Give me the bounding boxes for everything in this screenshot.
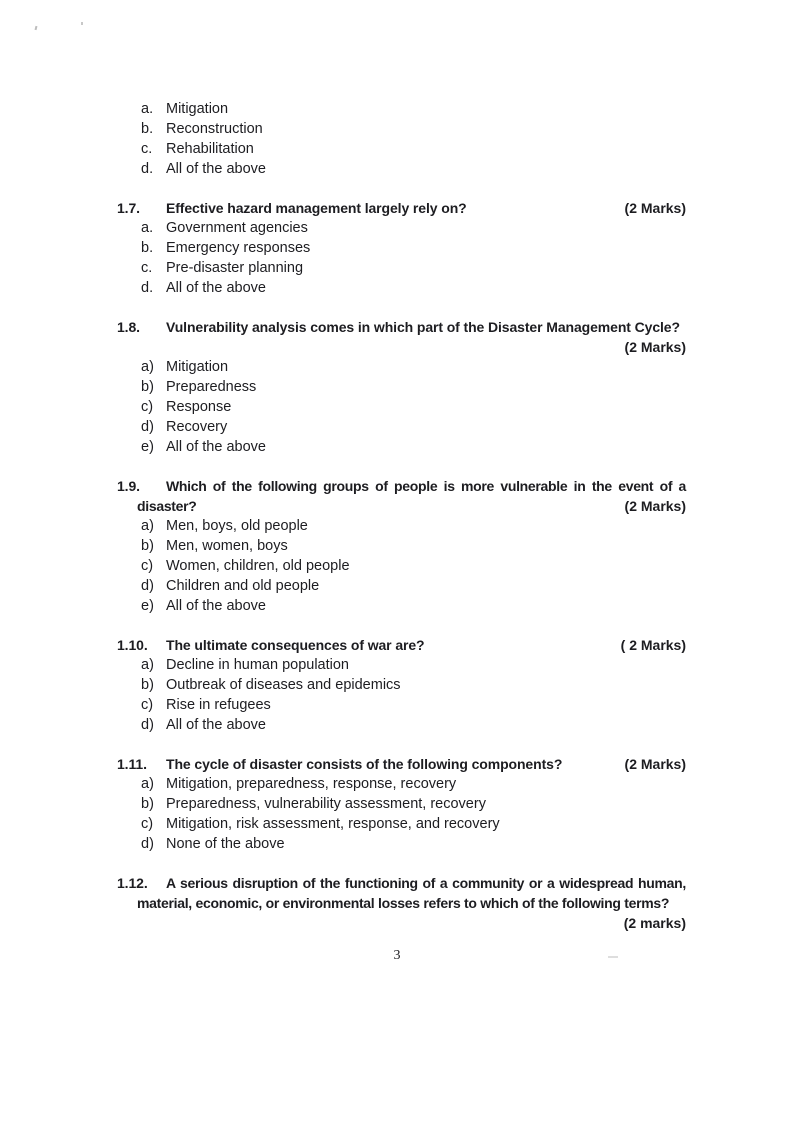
question-block bbox=[117, 635, 686, 735]
option-list bbox=[117, 357, 686, 457]
option-letter: a) bbox=[141, 776, 154, 792]
option-letter: a) bbox=[141, 359, 154, 375]
option-row bbox=[117, 99, 686, 119]
option-letter: e) bbox=[141, 598, 154, 614]
option-row bbox=[117, 417, 686, 437]
option-text: Government agencies bbox=[166, 220, 308, 236]
question-number: 1.12. bbox=[117, 875, 148, 891]
option-text: Response bbox=[166, 399, 232, 415]
question-header bbox=[117, 317, 686, 337]
option-text: Men, women, boys bbox=[166, 538, 288, 554]
question-list bbox=[117, 198, 686, 933]
option-row bbox=[117, 675, 686, 695]
option-list bbox=[117, 218, 686, 298]
option-text: Emergency responses bbox=[166, 240, 311, 256]
option-letter: b. bbox=[141, 240, 154, 256]
option-row bbox=[117, 218, 686, 238]
question-header bbox=[117, 754, 686, 774]
question-marks: (2 marks) bbox=[623, 915, 686, 931]
option-row bbox=[117, 774, 686, 794]
scan-speck bbox=[81, 22, 83, 25]
question-text: Effective hazard management largely rely on? bbox=[166, 200, 467, 216]
option-list bbox=[117, 516, 686, 616]
option-letter: c) bbox=[141, 816, 154, 832]
question-number: 1.7. bbox=[117, 200, 140, 216]
option-list bbox=[117, 774, 686, 854]
option-row bbox=[117, 655, 686, 675]
option-text: None of the above bbox=[166, 836, 285, 852]
option-letter: d) bbox=[141, 836, 154, 852]
option-row bbox=[117, 536, 686, 556]
question-block bbox=[117, 476, 686, 616]
question-block bbox=[117, 317, 686, 457]
exam-content bbox=[117, 99, 686, 933]
option-text: All of the above bbox=[166, 717, 266, 733]
question-number: 1.9. bbox=[117, 478, 140, 494]
option-letter: d) bbox=[141, 717, 154, 733]
option-text: Pre-disaster planning bbox=[166, 260, 304, 276]
option-text: Men, boys, old people bbox=[166, 518, 308, 534]
option-row bbox=[117, 119, 686, 139]
option-letter: a. bbox=[141, 220, 154, 236]
option-text: Mitigation bbox=[166, 359, 229, 375]
option-text: Mitigation, risk assessment, response, and recovery bbox=[166, 816, 500, 832]
question-number: 1.8. bbox=[117, 319, 140, 335]
option-text: Recovery bbox=[166, 419, 228, 435]
option-letter: d) bbox=[141, 578, 154, 594]
question-header bbox=[117, 873, 686, 913]
question-marks: (2 Marks) bbox=[624, 339, 686, 355]
option-text: All of the above bbox=[166, 280, 266, 296]
option-row bbox=[117, 596, 686, 616]
option-letter: d. bbox=[141, 280, 154, 296]
option-row bbox=[117, 258, 686, 278]
option-row bbox=[117, 437, 686, 457]
option-letter: b) bbox=[141, 677, 154, 693]
question-block bbox=[117, 754, 686, 854]
option-text: Children and old people bbox=[166, 578, 320, 594]
question-text: Vulnerability analysis comes in which part of the Disaster Management Cycle? bbox=[166, 319, 680, 335]
question-marks: ( 2 Marks) bbox=[620, 637, 686, 653]
question-block bbox=[117, 873, 686, 933]
option-row bbox=[117, 238, 686, 258]
option-text: Reconstruction bbox=[166, 121, 263, 137]
option-letter: c. bbox=[141, 260, 153, 276]
option-letter: a) bbox=[141, 518, 154, 534]
orphan-option-list bbox=[117, 99, 686, 179]
option-row bbox=[117, 695, 686, 715]
option-row bbox=[117, 357, 686, 377]
question-header bbox=[117, 198, 686, 218]
option-letter: b) bbox=[141, 538, 154, 554]
option-list bbox=[117, 655, 686, 735]
question-text: The cycle of disaster consists of the following components? bbox=[166, 756, 563, 772]
option-row bbox=[117, 556, 686, 576]
option-row bbox=[117, 377, 686, 397]
option-row bbox=[117, 139, 686, 159]
option-letter: b) bbox=[141, 796, 154, 812]
option-row bbox=[117, 397, 686, 417]
option-row bbox=[117, 794, 686, 814]
option-letter: c) bbox=[141, 558, 154, 574]
question-marks: (2 Marks) bbox=[624, 498, 686, 514]
option-letter: d) bbox=[141, 419, 154, 435]
option-letter: a) bbox=[141, 657, 154, 673]
question-text: Which of the following groups of people is more vulnerable in the event of a disaster? bbox=[137, 478, 686, 514]
option-letter: c. bbox=[141, 141, 153, 157]
question-marks: (2 Marks) bbox=[624, 200, 686, 216]
option-text: Outbreak of diseases and epidemics bbox=[166, 677, 401, 693]
option-text: Rise in refugees bbox=[166, 697, 271, 713]
question-marks: (2 Marks) bbox=[624, 756, 686, 772]
option-row bbox=[117, 834, 686, 854]
option-text: Decline in human population bbox=[166, 657, 349, 673]
page-number: 3 bbox=[393, 948, 401, 963]
option-letter: e) bbox=[141, 439, 154, 455]
question-number: 1.11. bbox=[117, 756, 147, 772]
option-letter: c) bbox=[141, 697, 154, 713]
question-header bbox=[117, 635, 686, 655]
question-block bbox=[117, 198, 686, 298]
question-text: A serious disruption of the functioning of a community or a widespread human, material, economic, or environmental losses refers to which of the following terms? bbox=[137, 875, 686, 911]
option-text: Rehabilitation bbox=[166, 141, 254, 157]
option-text: All of the above bbox=[166, 439, 266, 455]
option-text: All of the above bbox=[166, 598, 266, 614]
option-row bbox=[117, 278, 686, 298]
option-row bbox=[117, 715, 686, 735]
question-header bbox=[117, 476, 686, 516]
option-letter: a. bbox=[141, 101, 154, 117]
option-row bbox=[117, 516, 686, 536]
option-row bbox=[117, 576, 686, 596]
option-letter: d. bbox=[141, 161, 154, 177]
option-text: Women, children, old people bbox=[166, 558, 350, 574]
option-text: Preparedness, vulnerability assessment, recovery bbox=[166, 796, 486, 812]
option-text: Mitigation, preparedness, response, recovery bbox=[166, 776, 457, 792]
option-text: Preparedness bbox=[166, 379, 257, 395]
option-letter: b) bbox=[141, 379, 154, 395]
option-letter: b. bbox=[141, 121, 154, 137]
option-text: Mitigation bbox=[166, 101, 229, 117]
question-number: 1.10. bbox=[117, 637, 148, 653]
scan-speck bbox=[35, 26, 38, 30]
option-letter: c) bbox=[141, 399, 154, 415]
option-row bbox=[117, 814, 686, 834]
option-text: All of the above bbox=[166, 161, 266, 177]
option-row bbox=[117, 159, 686, 179]
question-text: The ultimate consequences of war are? bbox=[166, 637, 425, 653]
